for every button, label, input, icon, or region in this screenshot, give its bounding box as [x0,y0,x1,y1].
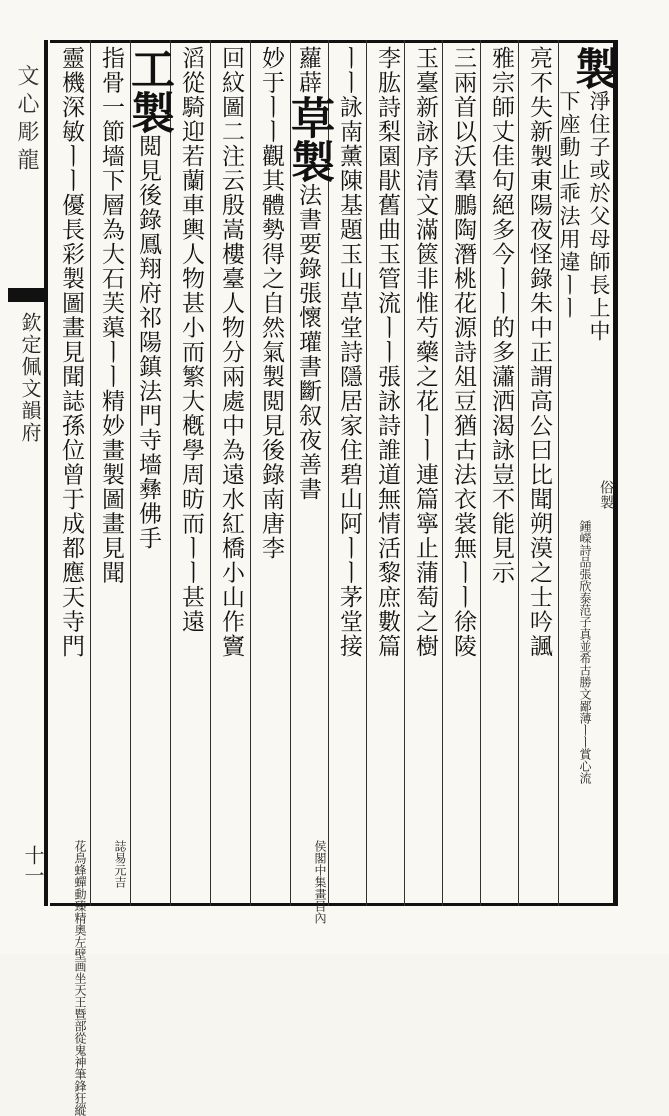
column-text: 亮不失新製東陽夜怪錄朱中正謂高公曰比聞朔漠之士吟諷 [526,46,552,659]
text-column-12 [123,46,174,904]
column-text: 法書要錄張懷瓘書斷叙夜善書 [295,183,321,502]
column-text: 指骨一節墻下層為大石芙蕖ㅣㅣ精妙畫製圖畫見聞 [98,46,124,585]
book-title: 欽定佩文韻府 [18,312,42,444]
text-column-10 [212,46,250,904]
column-rule [250,40,251,906]
text-column-7 [330,46,368,904]
sub-note: 誌易元吉 [113,840,127,888]
text-column-11 [172,46,210,904]
text-column-9 [252,46,290,904]
column-rule [90,40,91,906]
column-text: ㅣㅣ詠南薰陳基題玉山草堂詩隱居家住碧山阿ㅣㅣ茅堂接 [336,46,362,659]
column-text: 回紋圖二注云殷嵩樓臺人物分兩處中為遠水紅橋小山作竇 [218,46,244,659]
column-text: 李肱詩梨園猒舊曲玉管流ㅣㅣ張詠詩誰道無情活黎庶數篇 [374,46,400,659]
text-column-2 [520,46,558,904]
tail-annotation [594,480,616,780]
column-text: 滔從騎迎若蘭車輿人物甚小而繁大槪學周昉而ㅣㅣ甚遠 [178,46,204,634]
text-column-6 [368,46,406,904]
text-column-5 [406,46,444,904]
column-8-sub [292,840,328,924]
column-13-sub [92,840,128,900]
column-rule [210,40,211,906]
sub-note: 侯閣中集畫目內 [313,840,327,924]
column-text: 花鳥蜂蟬動臻精奧左壁画坐天王暨部從鬼神筆鋒狂縱 [73,840,87,1116]
column-text: 閲見後錄鳳翔府祁陽鎮法門寺墻彝佛手 [135,134,161,551]
fish-tail-mark [8,288,46,302]
annotation-pair [554,90,614,343]
text-column-4 [444,46,482,904]
tail-title: 俗製 [598,480,614,510]
column-text: 玉臺新詠序清文滿篋非惟芍藥之花ㅣㅣ連篇寧止蒲萄之樹 [412,46,438,659]
annotation-left: 下座動止乖法用違ㅣㅣ [557,90,581,320]
column-text: 雅宗師丈佳句絕多今ㅣㅣ的多瀟洒渴詠豈不能見示 [488,46,514,585]
column-prefix: 蘿薜 [295,46,321,95]
text-column-13 [92,46,130,904]
tail-text: 鍾嶸詩品張欣泰范子真並希古勝文鄙薄ㅣㅣ賞心流 [578,520,592,784]
column-text: 三兩首以沃羣鵬陶潛桃花源詩俎豆猶古法衣裳無ㅣㅣ徐陵 [450,46,476,659]
text-column-14 [52,46,90,904]
annotation-right: 淨住子或於父母師長上中 [587,90,611,343]
column-text: 妙于ㅣㅣ觀其體勢得之自然氣製閲見後錄南唐李 [258,46,284,561]
column-15 [52,840,88,1116]
page-number: 十一 [21,845,45,885]
text-column-3 [482,46,520,904]
entry-heading: 製 [567,46,618,90]
column-text: 靈機深敏ㅣㅣ優長彩製圖畫見聞誌孫位曾于成都應天寺門 [58,46,84,659]
margin-border [44,40,48,906]
column-1-tail [562,520,592,900]
entry-heading: 草製 [283,95,334,183]
margin-top-text: 文心彫龍 [14,64,39,176]
column-rule [170,40,171,906]
entry-heading: 工製 [123,46,174,134]
text-column-8 [283,46,334,904]
